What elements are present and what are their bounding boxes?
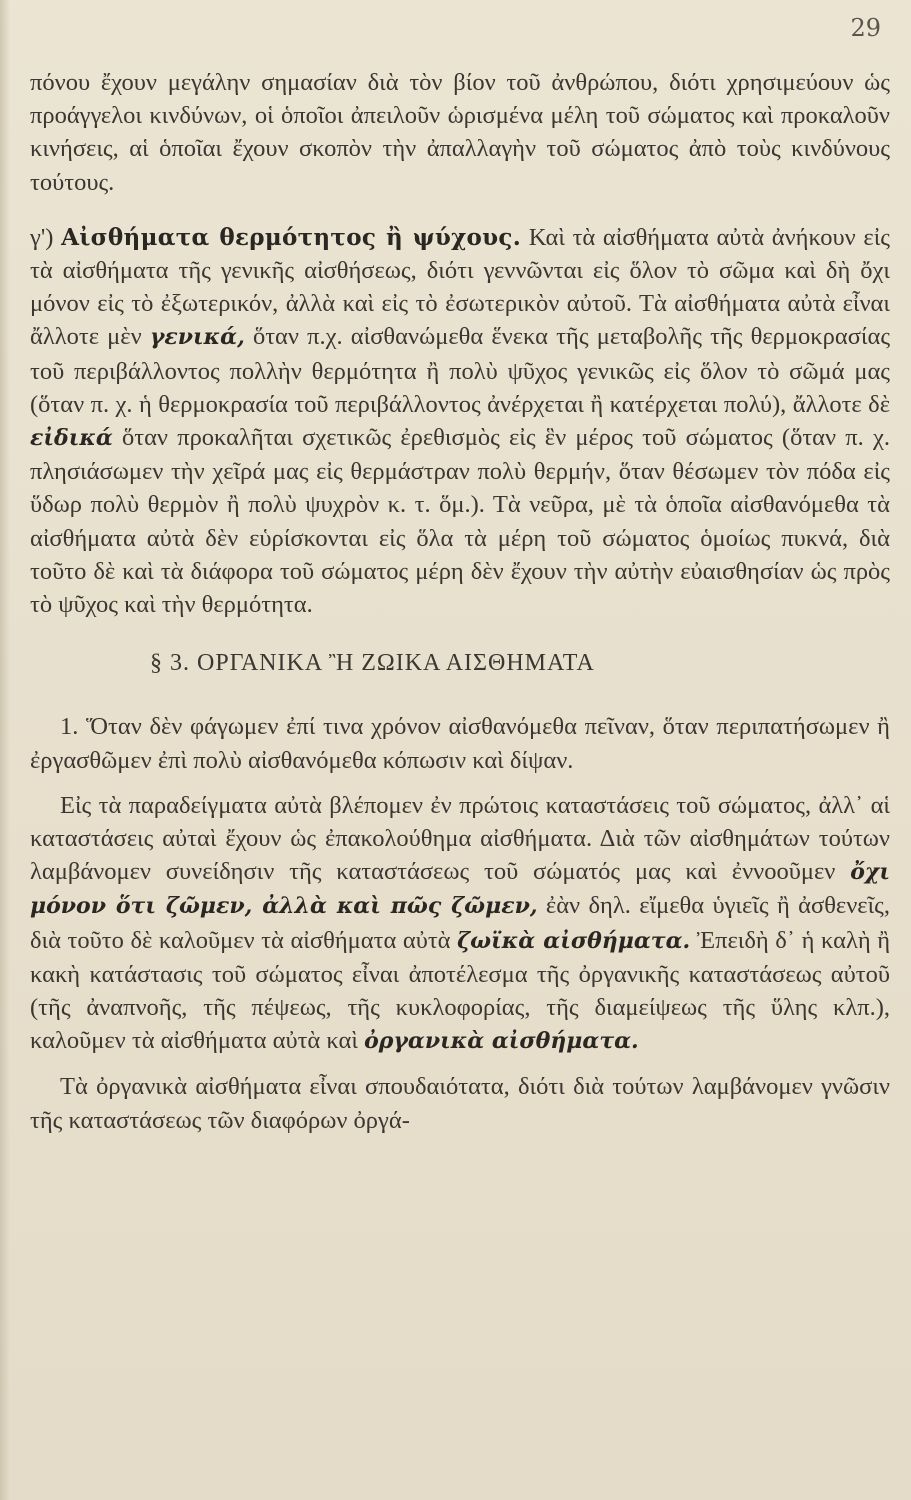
emphasis-organic-sensations: ὀργανικὰ αἰσθήματα. — [364, 1028, 639, 1055]
paragraph-text: 1. Ὅταν δὲν φάγωμεν ἐπί τινα χρόνον αἰσθανόμεθα πεῖναν, ὅταν περιπατήσωμεν ἢ ἐργασθῶμεν ἐπὶ πολὺ αἰσθανόμεθα κόπωσιν καὶ δίψαν. — [30, 713, 890, 774]
page-binding-edge — [0, 0, 10, 1500]
emphasis-specific: εἰδικά — [30, 425, 113, 452]
paragraph-pain-continuation — [30, 66, 890, 199]
paragraph-text: ὅταν π.χ. αἰσθανώμεθα ἕνεκα τῆς μεταβολῆς τῆς θερμοκρασίας τοῦ περιβάλλοντος πολλὴν θερμότητα ἢ πολὺ ψῦχος γενικῶς εἰς ὅλον τὸ σῶμά μας (ὅταν π. χ. ἡ θερμοκρασία τοῦ περιβάλλοντος ἀνέρχεται ἢ κατέρχεται πολύ), ἄλλοτε δὲ — [30, 323, 891, 418]
emphasis-zoic-sensations: ζωϊκὰ αἰσθήματα. — [457, 927, 691, 954]
paragraph-hunger — [30, 710, 890, 776]
paragraph-heat-cold — [30, 221, 890, 621]
paragraph-text: Ἐπειδὴ δ᾽ ἡ καλὴ ἢ κακὴ κατάστασις τοῦ σώματος εἶναι ἀποτέλεσμα τῆς ὀργανικῆς καταστάσεως αὐτοῦ (τῆς ἀναπνοῆς, τῆς πέψεως, τῆς κυκλοφορίας, τῆς διαμείψεως τῆς ὕλης κλπ.), καλοῦμεν τὰ αἰσθήματα αὐτὰ καὶ — [30, 926, 891, 1055]
paragraph-text: ὅταν προκαλῆται σχετικῶς ἐρεθισμὸς εἰς ἓν μέρος τοῦ σώματος (ὅταν π. χ. πλησιάσωμεν τὴν χεῖρά μας εἰς θερμάστραν πολὺ θερμήν, ὅταν θέσωμεν τὸν πόδα εἰς ὕδωρ πολὺ θερμὸν ἢ πολὺ ψυχρὸν κ. τ. ὅμ.). Τὰ νεῦρα, μὲ τὰ ὁποῖα αἰσθανόμεθα τὰ αἰσθήματα αὐτὰ δὲν εὑρίσκονται εἰς ὅλα τὰ μέρη τοῦ σώματος ὁμοίως πυκνά, διὰ τοῦτο δὲ καὶ τὰ διάφορα τοῦ σώματος μέρη δὲν ἔχουν τὴν αὐτὴν εὐαισθησίαν ὡς πρὸς τὸ ψῦχος καὶ τὴν θερμότητα. — [30, 424, 891, 619]
emphasis-general: γενικά, — [149, 324, 245, 351]
subheading: Αἰσθήματα θερμότητος ἢ ψύχους. — [61, 223, 522, 251]
section-title: § 3. ΟΡΓΑΝΙΚΑ Ἢ ΖΩΙΚΑ ΑΙΣΘΗΜΑΤΑ — [150, 650, 595, 677]
paragraph-text: ἐὰν δηλ. εἴμεθα ὑγιεῖς ἢ ἀσθενεῖς, διὰ τοῦτο δὲ καλοῦμεν τὰ αἰσθήματα αὐτὰ — [30, 892, 890, 954]
paragraph-importance — [30, 1070, 890, 1136]
paragraph-text: πόνου ἔχουν μεγάλην σημασίαν διὰ τὸν βίον τοῦ ἀνθρώπου, διότι χρησιμεύουν ὡς πρoάγγελοι κινδύνων, οἱ ὁποῖοι ἀπειλοῦν ὡρισμένα μέλη τοῦ σώματος καὶ προκαλοῦν κινήσεις, αἱ ὁποῖαι ἔχουν σκοπὸν τὴν ἀπαλλαγὴν τοῦ σώματος ἀπὸ τοὺς κινδύνους τούτους. — [30, 69, 890, 196]
paragraph-text: Καὶ τὰ αἰσθήματα αὐτὰ ἀνήκουν εἰς τὰ αἰσθήματα τῆς γενικῆς αἰσθήσεως, διότι γεννῶνται εἰς ὅλον τὸ σῶμα καὶ δὴ ὄχι μόνον εἰς τὸ ἐξωτερικόν, ἀλλὰ καὶ εἰς τὸ ἐσωτερικὸν αὐτοῦ. Τὰ αἰσθήματα αὐτὰ εἶναι ἄλλοτε μὲν — [30, 223, 891, 351]
page-body — [30, 66, 890, 1137]
page-number: 29 — [850, 14, 881, 42]
paragraph-organic-states — [30, 789, 890, 1059]
paragraph-text: Εἰς τὰ παραδείγματα αὐτὰ βλέπομεν ἐν πρώτοις καταστάσεις τοῦ σώματος, ἀλλ᾽ αἱ καταστάσεις αὐταὶ ἔχουν ὡς ἐπακολούθημα αἰσθήματα. Διὰ τῶν αἰσθημάτων τούτων λαμβάνομεν συνείδησιν τῆς καταστάσεως τοῦ σώματός μας καὶ ἐννοοῦμεν — [30, 791, 890, 886]
paragraph-text: Τὰ ὀργανικὰ αἰσθήματα εἶναι σπουδαιότατα, διότι διὰ τούτων λαμβάνομεν γνῶσιν τῆς καταστάσεως τῶν διαφόρων ὀργά- — [30, 1073, 890, 1134]
list-marker: γ') — [30, 223, 54, 251]
emphasis-how-we-live: ὄχι μόνον ὅτι ζῶμεν, ἀλλὰ καὶ πῶς ζῶμεν, — [30, 859, 891, 920]
